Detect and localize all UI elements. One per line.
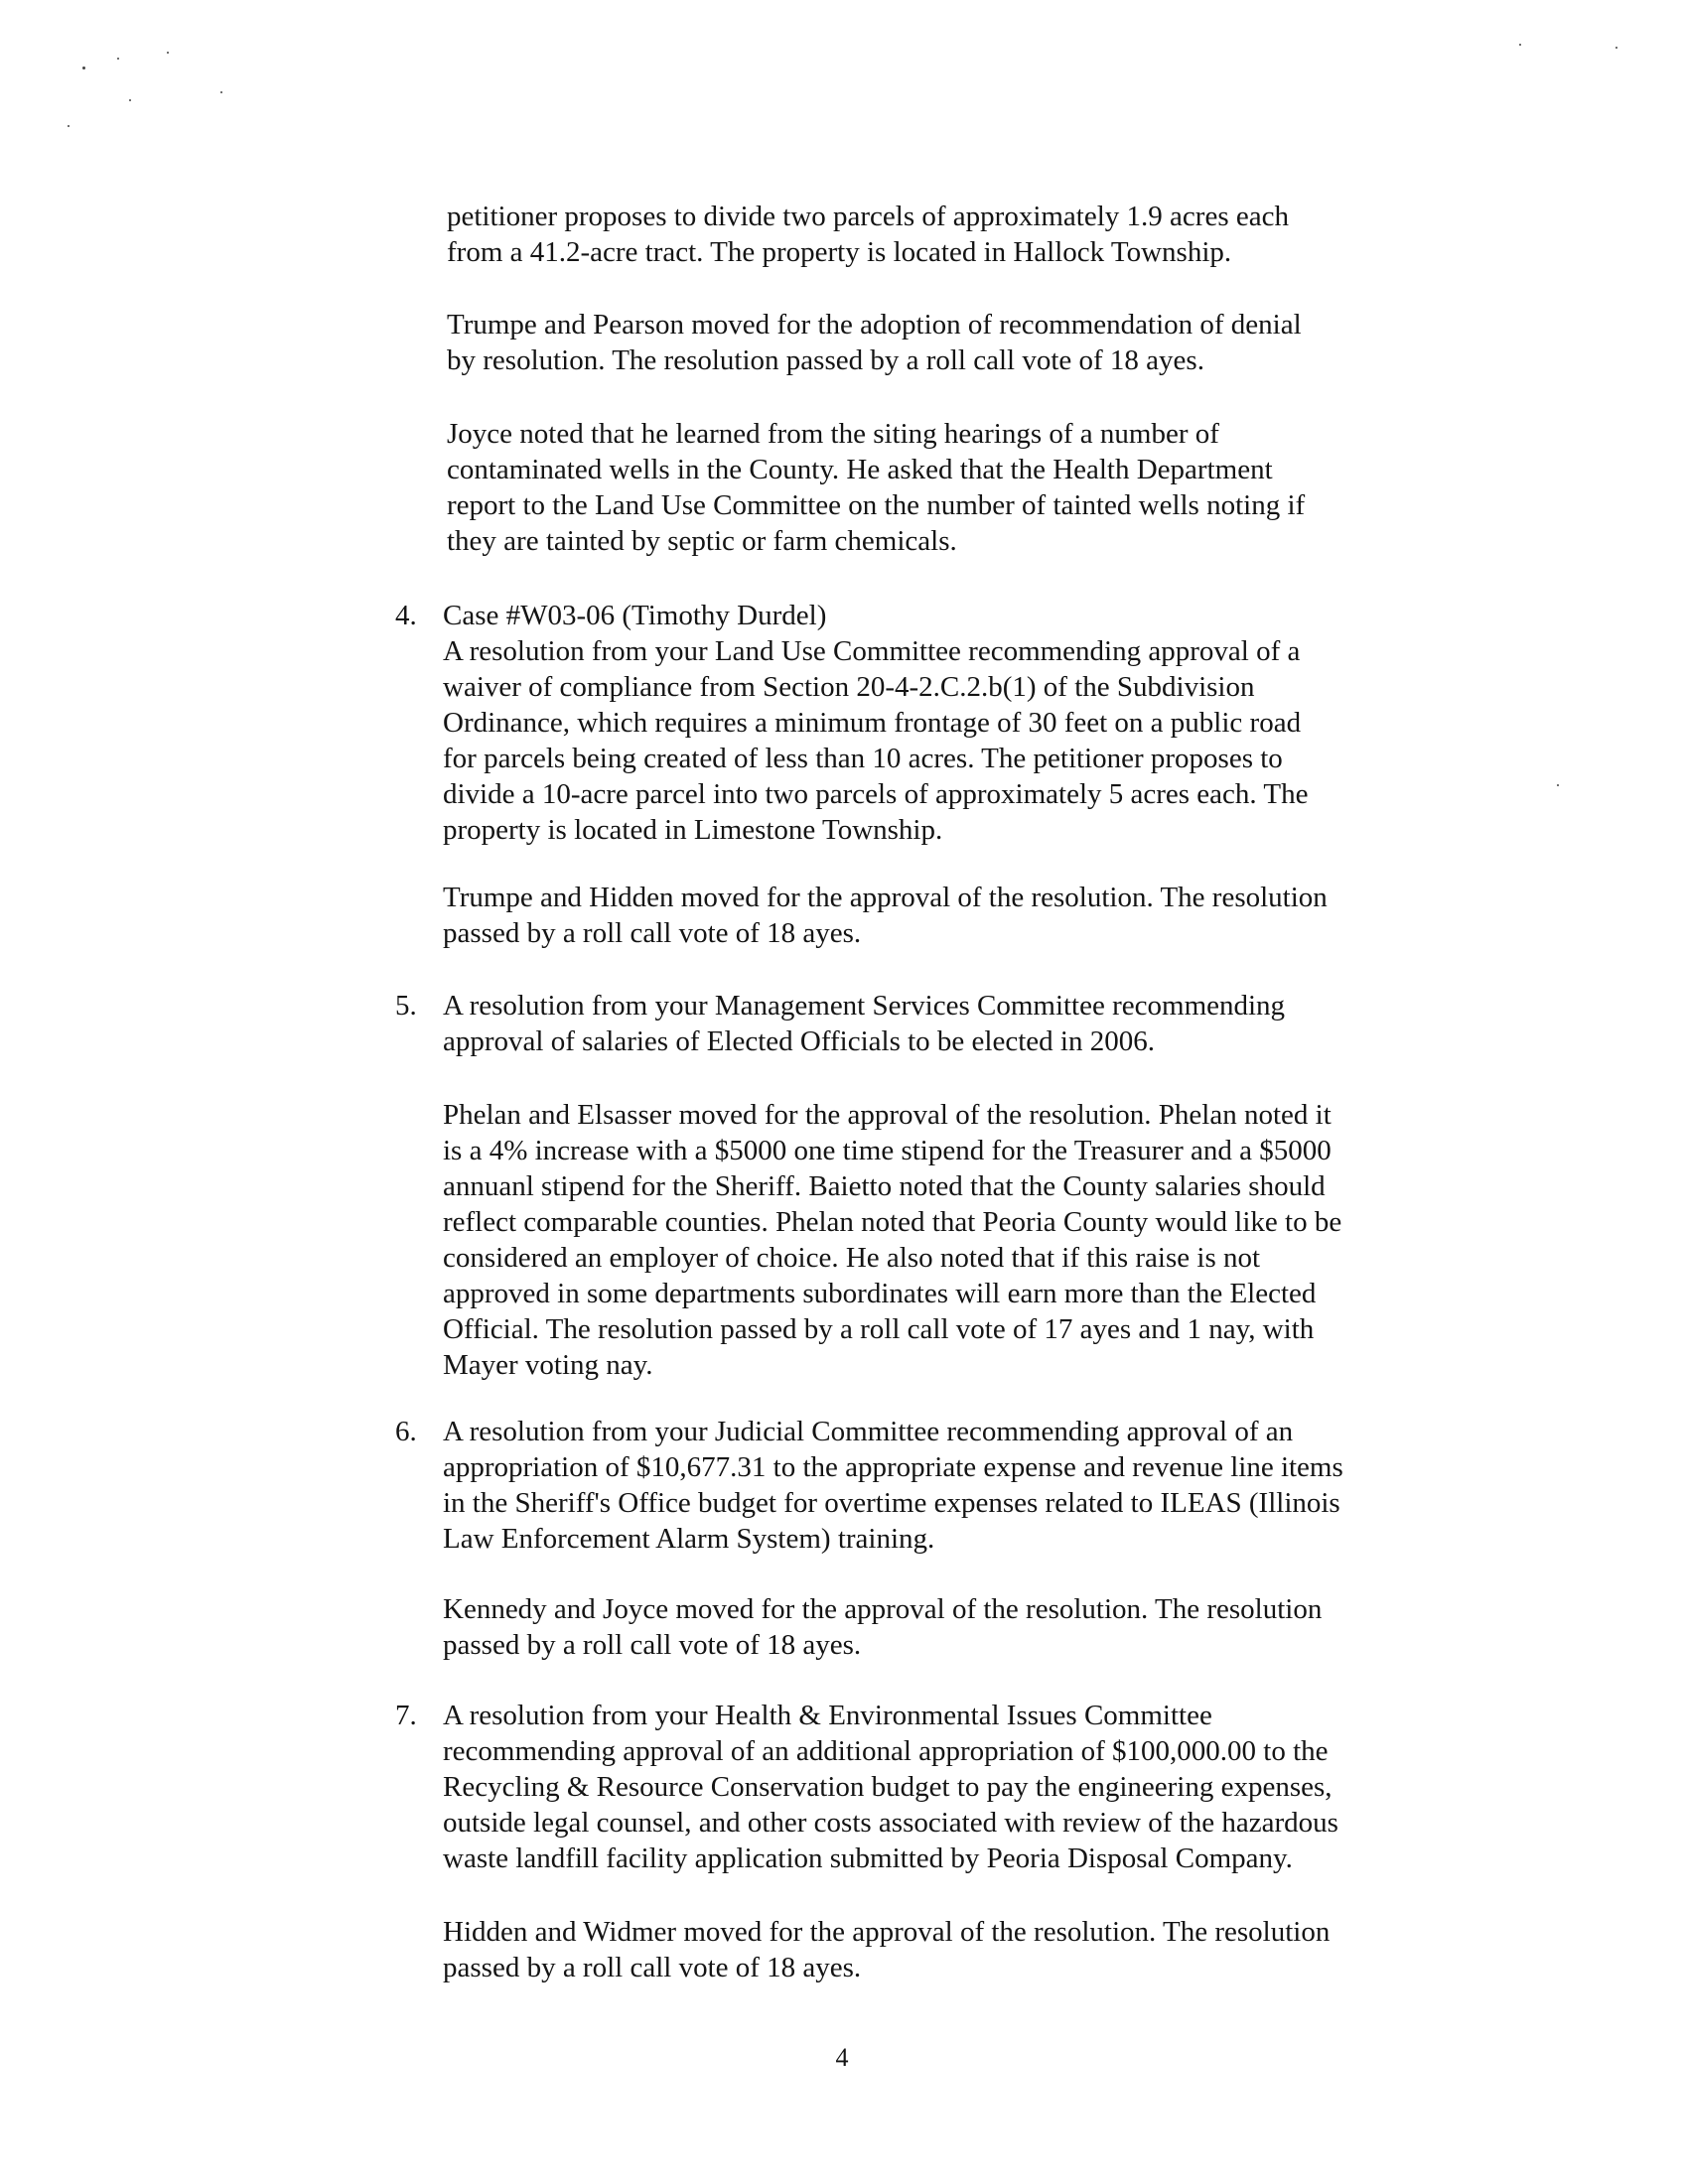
item-number: 7. <box>395 1700 417 1731</box>
item-number: 4. <box>395 600 417 631</box>
scan-speck <box>1557 784 1559 786</box>
scan-speck <box>129 99 131 101</box>
item-number: 5. <box>395 990 417 1022</box>
scan-speck <box>68 125 70 127</box>
scan-speck <box>117 58 119 60</box>
item-motion: Kennedy and Joyce moved for the approval of the resolution. The resolution passed by a roll call vote of 18 ayes. <box>443 1593 1323 1661</box>
item-text: A resolution from your Judicial Committee recommending approval of an appropriation of $10,677.31 to the appropriate expense and revenue line items in the Sheriff's Office budget for overtime expenses related to ILEAS (Illinois Law Enforcement Alarm System) training. <box>443 1416 1343 1555</box>
item-motion: Hidden and Widmer moved for the approval of the resolution. The resolution passed by a roll call vote of 18 ayes. <box>443 1916 1331 1983</box>
scan-speck <box>1519 44 1521 46</box>
item-text: Case #W03-06 (Timothy Durdel) A resolution from your Land Use Committee recommending approval of a waiver of compliance from Section 20-4-2.C.2.b(1) of the Subdivision Ordinance, which requires a minimum frontage of 30 feet on a public road for parcels being created of less than 10 acres. The petitioner proposes to divide a 10-acre parcel into two parcels of approximately 5 acres each. The property is located in Limestone Township. <box>443 600 1309 846</box>
scan-speck <box>167 52 169 54</box>
item-text: A resolution from your Management Services Committee recommending approval of salaries of Elected Officials to be elected in 2006. <box>443 990 1286 1057</box>
scan-speck <box>220 91 222 93</box>
scan-speck <box>1615 47 1617 49</box>
item-text: A resolution from your Health & Environmental Issues Committee recommending approval of an additional appropriation of $100,000.00 to the Recycling & Resource Conservation budget to pay the engineering expenses, outside legal counsel, and other costs associated with review of the hazardous waste landfill facility application submitted by Peoria Disposal Company. <box>443 1700 1338 1874</box>
item-number: 6. <box>395 1416 417 1447</box>
continuation-paragraph: petitioner proposes to divide two parcels of approximately 1.9 acres each from a 41.2-acre tract. The property is located in Hallock Township. <box>447 201 1289 268</box>
scan-speck <box>82 67 85 69</box>
item-motion: Trumpe and Hidden moved for the approval of the resolution. The resolution passed by a roll call vote of 18 ayes. <box>443 882 1328 949</box>
denial-motion-paragraph: Trumpe and Pearson moved for the adoption of recommendation of denial by resolution. The resolution passed by a roll call vote of 18 ayes. <box>447 309 1302 376</box>
page-number: 4 <box>835 2043 849 2072</box>
item-motion: Phelan and Elsasser moved for the approval of the resolution. Phelan noted it is a 4% increase with a $5000 one time stipend for the Treasurer and a $5000 annuanl stipend for the Sheriff. Baietto noted that the County salaries should reflect comparable counties. Phelan noted that Peoria County would like to be considered an employer of choice. He also noted that if this raise is not approved in some departments subordinates will earn more than the Elected Official. The resolution passed by a roll call vote of 17 ayes and 1 nay, with Mayer voting nay. <box>443 1099 1342 1381</box>
joyce-note-paragraph: Joyce noted that he learned from the siting hearings of a number of contaminated wells in the County. He asked that the Health Department report to the Land Use Committee on the number of tainted wells noting if they are tainted by septic or farm chemicals. <box>447 418 1306 557</box>
